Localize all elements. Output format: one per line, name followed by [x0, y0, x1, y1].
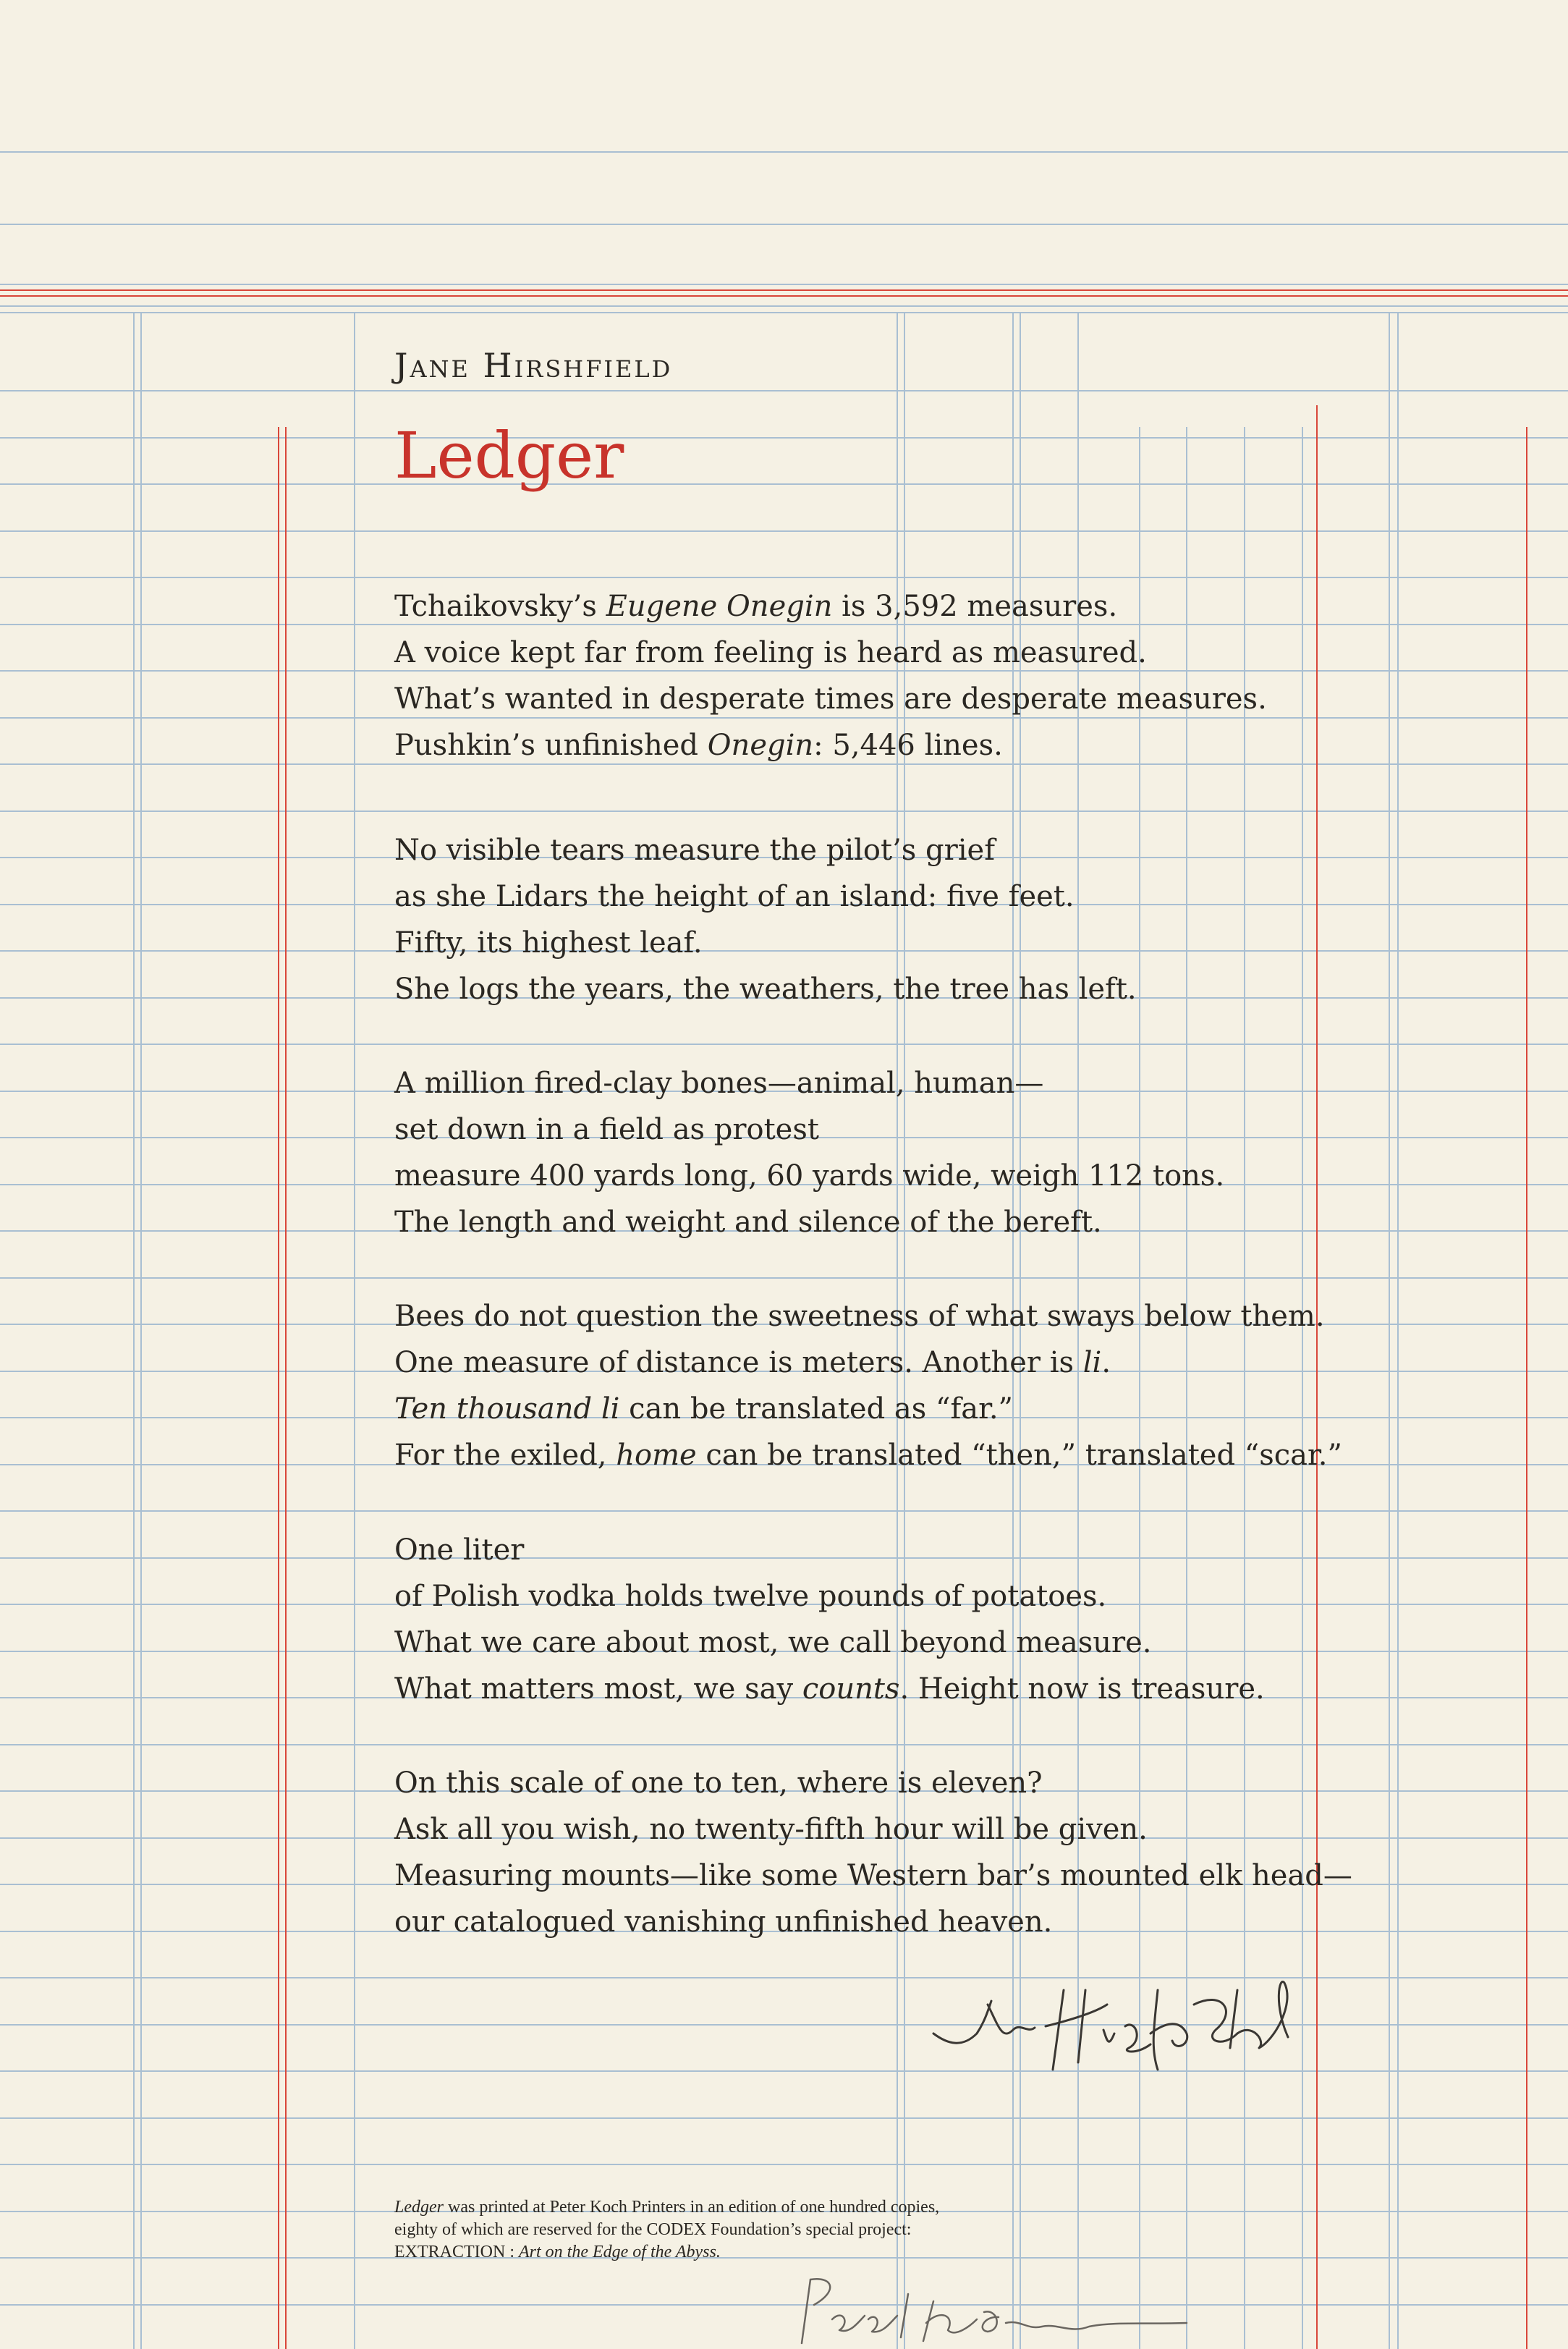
poem-line: She logs the years, the weathers, the tree has left.	[394, 973, 1137, 1006]
poem-line: Pushkin’s unfinished Onegin: 5,446 lines.	[394, 729, 1003, 762]
stanza	[394, 1060, 1224, 1245]
poem-line: On this scale of one to ten, where is eleven?	[394, 1766, 1043, 1800]
author-name: Jane Hirshfield	[394, 346, 673, 385]
poem-line: of Polish vodka holds twelve pounds of potatoes.	[394, 1580, 1107, 1613]
poem-line: For the exiled, home can be translated “then,” translated “scar.”	[394, 1439, 1342, 1472]
stanza	[394, 583, 1267, 769]
poem-line: A voice kept far from feeling is heard as measured.	[394, 636, 1147, 669]
poem-line: Bees do not question the sweetness of what sways below them.	[394, 1300, 1325, 1333]
poem-line: What we care about most, we call beyond measure.	[394, 1626, 1152, 1659]
colophon-line-2: eighty of which are reserved for the CODEX Foundation’s special project:	[394, 2220, 912, 2239]
printer-signature	[781, 2251, 1216, 2349]
poem-line: set down in a field as protest	[394, 1113, 819, 1146]
poem-line: as she Lidars the height of an island: five feet.	[394, 880, 1075, 913]
poem-line: What matters most, we say counts. Height now is treasure.	[394, 1672, 1265, 1706]
author-signature	[919, 1961, 1324, 2099]
poem-line: One liter	[394, 1533, 525, 1567]
poem-line: What’s wanted in desperate times are desperate measures.	[394, 682, 1267, 716]
poem-line: No visible tears measure the pilot’s grief	[394, 834, 996, 867]
poem-line: A million fired-clay bones—animal, human—	[394, 1067, 1044, 1100]
poem-line: The length and weight and silence of the bereft.	[394, 1206, 1102, 1239]
poem-line: Measuring mounts—like some Western bar’s mounted elk head—	[394, 1859, 1352, 1892]
poem-line: Tchaikovsky’s Eugene Onegin is 3,592 measures.	[394, 590, 1118, 623]
stanza	[394, 1760, 1352, 1945]
poem-line: Ask all you wish, no twenty-fifth hour will be given.	[394, 1813, 1148, 1846]
poem-title: Ledger	[394, 418, 624, 493]
colophon-line-3: EXTRACTION : Art on the Edge of the Abyss.	[394, 2243, 721, 2261]
poem-line: One measure of distance is meters. Another is li.	[394, 1346, 1111, 1379]
stanza	[394, 1527, 1265, 1712]
stanza	[394, 1293, 1342, 1478]
poem-line: Ten thousand li can be translated as “far.”	[394, 1392, 1014, 1426]
header-rules	[0, 284, 1568, 313]
poem-line: our catalogued vanishing unfinished heaven.	[394, 1905, 1053, 1939]
stanza	[394, 827, 1137, 1012]
poem-line: measure 400 yards long, 60 yards wide, weigh 112 tons.	[394, 1159, 1225, 1193]
colophon-line-1: Ledger was printed at Peter Koch Printers in an edition of one hundred copies,	[394, 2198, 940, 2217]
poem-line: Fifty, its highest leaf.	[394, 926, 703, 960]
